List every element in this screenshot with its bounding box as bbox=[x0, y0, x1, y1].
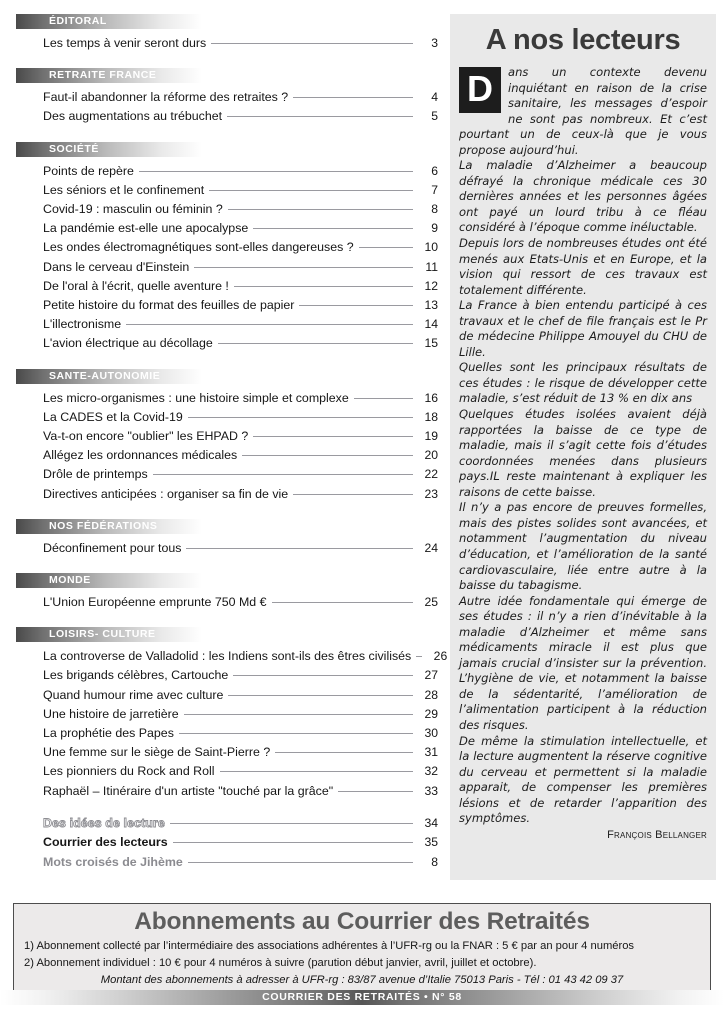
toc-leader-line bbox=[253, 435, 413, 437]
section-header-bar bbox=[16, 369, 202, 384]
section-title: ÉDITORAL bbox=[49, 15, 107, 27]
toc-entry-page: 18 bbox=[424, 409, 438, 424]
toc-entry-list bbox=[16, 162, 438, 354]
toc-entry[interactable] bbox=[43, 200, 438, 219]
toc-entry-title: De l'oral à l'écrit, quelle aventure ! bbox=[43, 278, 229, 293]
section-title: LOISIRS- CULTURE bbox=[49, 628, 156, 641]
toc-leader-line bbox=[188, 861, 413, 863]
toc-leader-line bbox=[253, 227, 413, 229]
toc-entry-list bbox=[16, 593, 438, 612]
editorial-paragraph: Autre idée fondamentale qui émerge de ses études : il n’y a rien d’inévitable à la maladie d’Alzheimer et même sans médicaments miracle il est plus que jamais crucial d’insister sur la prévention. L’hygiène de vie, et notamment la baisse de la sédentarité, l’amélioration de l’alimentation participent à la réduction des risques. bbox=[459, 593, 707, 732]
toc-entry-page: 33 bbox=[424, 783, 438, 798]
toc-entry-title: Des augmentations au trébuchet bbox=[43, 109, 223, 124]
toc-entry-page: 7 bbox=[431, 182, 438, 197]
toc-entry-page: 34 bbox=[424, 815, 438, 830]
toc-section-editorial bbox=[16, 14, 438, 53]
toc-entry-title: La controverse de Valladolid : les Indiens sont-ils des êtres civilisés bbox=[43, 649, 412, 664]
toc-entry-page: 23 bbox=[424, 486, 438, 501]
toc-entry-title: Une histoire de jarretière bbox=[43, 706, 179, 721]
editorial-paragraph: La France à bien entendu participé à ces travaux et le chef de file français est le Pr de médecine Philippe Amouyel du CHU de Lille. bbox=[459, 298, 707, 359]
toc-entry-title: La pandémie est-elle une apocalypse bbox=[43, 221, 249, 236]
toc-entry-title: Une femme sur le siège de Saint-Pierre ? bbox=[43, 745, 271, 760]
toc-entry-page: 13 bbox=[424, 298, 438, 313]
toc-leader-line bbox=[211, 42, 413, 44]
toc-entry[interactable] bbox=[43, 427, 438, 446]
toc-section-monde bbox=[16, 573, 438, 612]
section-header-bar bbox=[16, 627, 202, 642]
toc-leader-line bbox=[293, 493, 413, 495]
toc-leader-line bbox=[228, 208, 413, 210]
toc-entry[interactable] bbox=[43, 647, 448, 666]
editorial-paragraph: La maladie d’Alzheimer a beaucoup défrayé la chronique médicale ces 30 dernières années et les personnes âgées ont payé un lourd tribu à ce fléau considéré à l’époque comme inéluctable. bbox=[459, 158, 707, 235]
toc-section-nos-federations bbox=[16, 519, 438, 558]
toc-leader-line bbox=[179, 732, 413, 734]
toc-entry[interactable] bbox=[43, 782, 438, 801]
toc-entry-title: La prophétie des Papes bbox=[43, 726, 174, 741]
toc-entry[interactable] bbox=[43, 465, 438, 484]
toc-leader-line bbox=[242, 454, 413, 456]
toc-entry-page: 10 bbox=[424, 240, 438, 255]
toc-entry[interactable] bbox=[43, 107, 438, 126]
toc-leader-line bbox=[234, 285, 413, 287]
toc-entry-title: Les micro-organismes : une histoire simple et complexe bbox=[43, 390, 349, 405]
subscription-title: Abonnements au Courrier des Retraités bbox=[134, 908, 590, 935]
toc-entry[interactable] bbox=[43, 705, 438, 724]
toc-entry-page: 31 bbox=[424, 745, 438, 760]
toc-leader-line bbox=[272, 601, 414, 603]
toc-entry-title: Courrier des lecteurs bbox=[43, 835, 168, 850]
toc-leader-line bbox=[275, 751, 413, 753]
toc-entry-title: Drôle de printemps bbox=[43, 467, 148, 482]
toc-leader-line bbox=[338, 790, 413, 792]
toc-entry[interactable] bbox=[43, 762, 438, 781]
toc-entry-page: 22 bbox=[424, 467, 438, 482]
subscription-box bbox=[13, 903, 711, 998]
toc-entry-page: 8 bbox=[431, 854, 438, 869]
section-title: MONDE bbox=[49, 574, 91, 587]
toc-extra-entry[interactable] bbox=[43, 853, 438, 873]
toc-entry-page: 11 bbox=[425, 259, 438, 274]
toc-entry-page: 6 bbox=[431, 163, 438, 178]
toc-leader-line bbox=[227, 115, 413, 117]
toc-entry[interactable] bbox=[43, 296, 438, 315]
toc-entry-page: 9 bbox=[431, 221, 438, 236]
toc-entry-title: Les ondes électromagnétiques sont-elles dangereuses ? bbox=[43, 240, 354, 255]
toc-leader-line bbox=[218, 342, 413, 344]
toc-entry[interactable] bbox=[43, 686, 438, 705]
toc-entry[interactable] bbox=[43, 277, 438, 296]
toc-extra-entry[interactable] bbox=[43, 814, 438, 834]
toc-entry-title: Les temps à venir seront durs bbox=[43, 36, 207, 50]
toc-entry[interactable] bbox=[43, 258, 438, 277]
toc-leader-line bbox=[299, 304, 413, 306]
section-title: NOS FÉDÉRATIONS bbox=[49, 519, 158, 532]
section-title: SANTE-AUTONOMIE bbox=[49, 369, 161, 382]
editorial-paragraph: Quelques études isolées avaient déjà rapportées la baisse de ce type de maladie, mais il s’agit cette fois d’études coordonnées menées dans plusieurs pays.IL reste maintenant à expliquer les raisons de cette baisse. bbox=[459, 407, 707, 499]
toc-entry-title: La CADES et la Covid-19 bbox=[43, 409, 183, 424]
editorial-paragraph: Quelles sont les principaux résultats de ces études : le risque de développer cette maladie, s’est réduit de 13 % en dix ans bbox=[459, 360, 707, 406]
toc-leader-line bbox=[186, 547, 413, 549]
toc-entry-list bbox=[16, 647, 448, 801]
toc-section-sante-autonomie bbox=[16, 369, 438, 504]
editorial-paragraph: Depuis lors de nombreuses études ont été menés aux Etats-Unis et en Europe, et la vision qui ressort de ces travaux est totalement différente. bbox=[459, 236, 707, 297]
toc-entry-list bbox=[16, 88, 438, 126]
toc-entry-title: Quand humour rime avec culture bbox=[43, 687, 224, 702]
toc-entry-title: Directives anticipées : organiser sa fin de vie bbox=[43, 486, 289, 501]
toc-entry-title: L'illectronisme bbox=[43, 317, 122, 332]
toc-leader-line bbox=[184, 713, 413, 715]
toc-entry[interactable] bbox=[43, 666, 438, 685]
toc-entry[interactable] bbox=[43, 724, 438, 743]
toc-entry-title: Petite histoire du format des feuilles de papier bbox=[43, 298, 295, 313]
toc-leader-line bbox=[194, 266, 413, 268]
toc-entry-title: L'avion électrique au décollage bbox=[43, 336, 213, 351]
toc-entry-page: 19 bbox=[424, 429, 438, 444]
table-of-contents bbox=[0, 14, 448, 872]
toc-leader-line bbox=[220, 770, 413, 772]
editorial-paragraph bbox=[459, 65, 707, 158]
section-title: RETRAITE FRANCE bbox=[49, 69, 157, 82]
toc-entry[interactable] bbox=[43, 593, 438, 612]
toc-entry-title: Covid-19 : masculin ou féminin ? bbox=[43, 202, 223, 217]
section-header-bar bbox=[16, 573, 202, 588]
toc-entry-title: Les pionniers du Rock and Roll bbox=[43, 764, 215, 779]
editorial-signature: François Bellanger bbox=[607, 828, 707, 841]
toc-entry-list bbox=[16, 34, 438, 53]
toc-entry-page: 3 bbox=[431, 36, 438, 50]
toc-entry-page: 24 bbox=[424, 540, 438, 555]
toc-entry-title: Va-t-on encore "oublier" les EHPAD ? bbox=[43, 429, 249, 444]
toc-entry-list bbox=[16, 389, 438, 504]
toc-section-loisirs-culture bbox=[16, 627, 448, 801]
toc-leader-line bbox=[233, 674, 413, 676]
toc-leader-line bbox=[153, 473, 413, 475]
toc-section-retraite-france bbox=[16, 68, 438, 126]
toc-leader-line bbox=[139, 170, 413, 172]
toc-entry-page: 25 bbox=[424, 595, 438, 610]
toc-entry-page: 4 bbox=[431, 90, 438, 105]
editorial-paragraph: Il n’y a pas encore de preuves formelles, mais des pistes solides sont avancées, et notamment l’augmentation du niveau d’éducation, et l’amélioration de la santé cardiovasculaire, liée entre autre à la baisse du tabagisme. bbox=[459, 500, 707, 593]
subscription-payment-note: Montant des abonnements à adresser à UFR-rg : 83/87 avenue d’Italie 75013 Paris - Tél : 01 43 42 09 37 bbox=[100, 973, 624, 986]
toc-entry[interactable] bbox=[43, 34, 438, 53]
toc-entry-page: 8 bbox=[431, 202, 438, 217]
section-header-bar bbox=[16, 68, 202, 83]
toc-leader-line bbox=[126, 323, 413, 325]
editorial-body bbox=[459, 65, 707, 827]
toc-entry[interactable] bbox=[43, 238, 438, 257]
toc-leader-line bbox=[170, 822, 413, 824]
toc-entry-page: 32 bbox=[424, 764, 438, 779]
editorial-title: A nos lecteurs bbox=[485, 24, 681, 56]
toc-entry-page: 30 bbox=[424, 726, 438, 741]
toc-entry-page: 16 bbox=[424, 390, 438, 405]
toc-entry[interactable] bbox=[43, 539, 438, 558]
subscription-option-2: 2) Abonnement individuel : 10 € pour 4 numéros à suivre (parution début janvier, avril, juillet et octobre). bbox=[24, 956, 537, 969]
toc-entry-title: Dans le cerveau d'Einstein bbox=[43, 259, 190, 274]
toc-entry-title: Des idées de lecture bbox=[43, 815, 165, 830]
toc-entry-page: 5 bbox=[431, 109, 438, 124]
toc-entry-page: 14 bbox=[424, 317, 438, 332]
toc-entry-title: Mots croisés de Jihème bbox=[43, 854, 183, 869]
toc-entry-page: 27 bbox=[424, 668, 438, 683]
section-header-bar bbox=[16, 14, 202, 29]
footer-text: COURRIER DES RETRAITÉS • N° 58 bbox=[262, 991, 462, 1003]
toc-entry[interactable] bbox=[43, 389, 438, 408]
editorial-dropcap: D bbox=[459, 67, 501, 113]
toc-leader-line bbox=[173, 841, 413, 843]
toc-entry[interactable] bbox=[43, 88, 438, 107]
toc-entry[interactable] bbox=[43, 408, 438, 427]
toc-entry-page: 35 bbox=[424, 835, 438, 850]
toc-entry[interactable] bbox=[43, 334, 438, 353]
toc-entry-title: Faut-il abandonner la réforme des retraites ? bbox=[43, 90, 289, 105]
toc-entry-title: Les brigands célèbres, Cartouche bbox=[43, 668, 229, 683]
toc-entry[interactable] bbox=[43, 219, 438, 238]
toc-entry[interactable] bbox=[43, 181, 438, 200]
toc-entry[interactable] bbox=[43, 743, 438, 762]
toc-leader-line bbox=[293, 96, 413, 98]
toc-extra-rubrics bbox=[16, 814, 438, 873]
toc-entry[interactable] bbox=[43, 315, 438, 334]
subscription-option-1: 1) Abonnement collecté par l’intermédiaire des associations adhérentes à l’UFR-rg ou la FNAR : 5 € par an pour 4 numéros bbox=[24, 940, 635, 953]
section-header-bar bbox=[16, 519, 202, 534]
toc-leader-line bbox=[228, 694, 413, 696]
toc-leader-line bbox=[354, 397, 413, 399]
toc-entry-title: Raphaël – Itinéraire d'un artiste "touché par la grâce" bbox=[43, 783, 334, 798]
toc-leader-line bbox=[416, 655, 422, 657]
toc-entry-page: 29 bbox=[424, 706, 438, 721]
toc-entry[interactable] bbox=[43, 485, 438, 504]
toc-leader-line bbox=[188, 416, 413, 418]
toc-entry[interactable] bbox=[43, 446, 438, 465]
toc-entry-list bbox=[16, 539, 438, 558]
toc-entry-page: 12 bbox=[424, 278, 438, 293]
toc-entry[interactable] bbox=[43, 162, 438, 181]
page-footer-bar bbox=[0, 990, 724, 1005]
toc-leader-line bbox=[209, 189, 413, 191]
toc-extra-entry[interactable] bbox=[43, 833, 438, 853]
toc-entry-title: Allégez les ordonnances médicales bbox=[43, 448, 238, 463]
toc-entry-page: 28 bbox=[424, 687, 438, 702]
editorial-panel bbox=[450, 14, 716, 880]
toc-leader-line bbox=[359, 246, 413, 248]
editorial-paragraph-text: ans un contexte devenu inquiétant en raison de la crise sanitaire, les messages d’espoir ne sont pas nombreux. Et c’est pourtant un de ceux-là que je vous propose aujourd’hui. bbox=[459, 65, 707, 157]
toc-entry-page: 15 bbox=[424, 336, 438, 351]
toc-section-societe bbox=[16, 142, 438, 354]
toc-entry-page: 20 bbox=[424, 448, 438, 463]
toc-entry-page: 26 bbox=[433, 649, 448, 664]
section-header-bar bbox=[16, 142, 202, 157]
toc-entry-title: Déconfinement pour tous bbox=[43, 540, 182, 555]
section-title: SOCIÉTÉ bbox=[49, 142, 99, 155]
toc-entry-title: Les séniors et le confinement bbox=[43, 182, 205, 197]
toc-entry-title: L'Union Européenne emprunte 750 Md € bbox=[43, 595, 267, 610]
editorial-paragraph: De même la stimulation intellectuelle, et la lecture augmentent la réserve cognitive du cerveau et permettent si la maladie apparait, de compenser les premières lésions et de retarder l’apparition des symptômes. bbox=[459, 733, 707, 826]
toc-entry-title: Points de repère bbox=[43, 163, 134, 178]
